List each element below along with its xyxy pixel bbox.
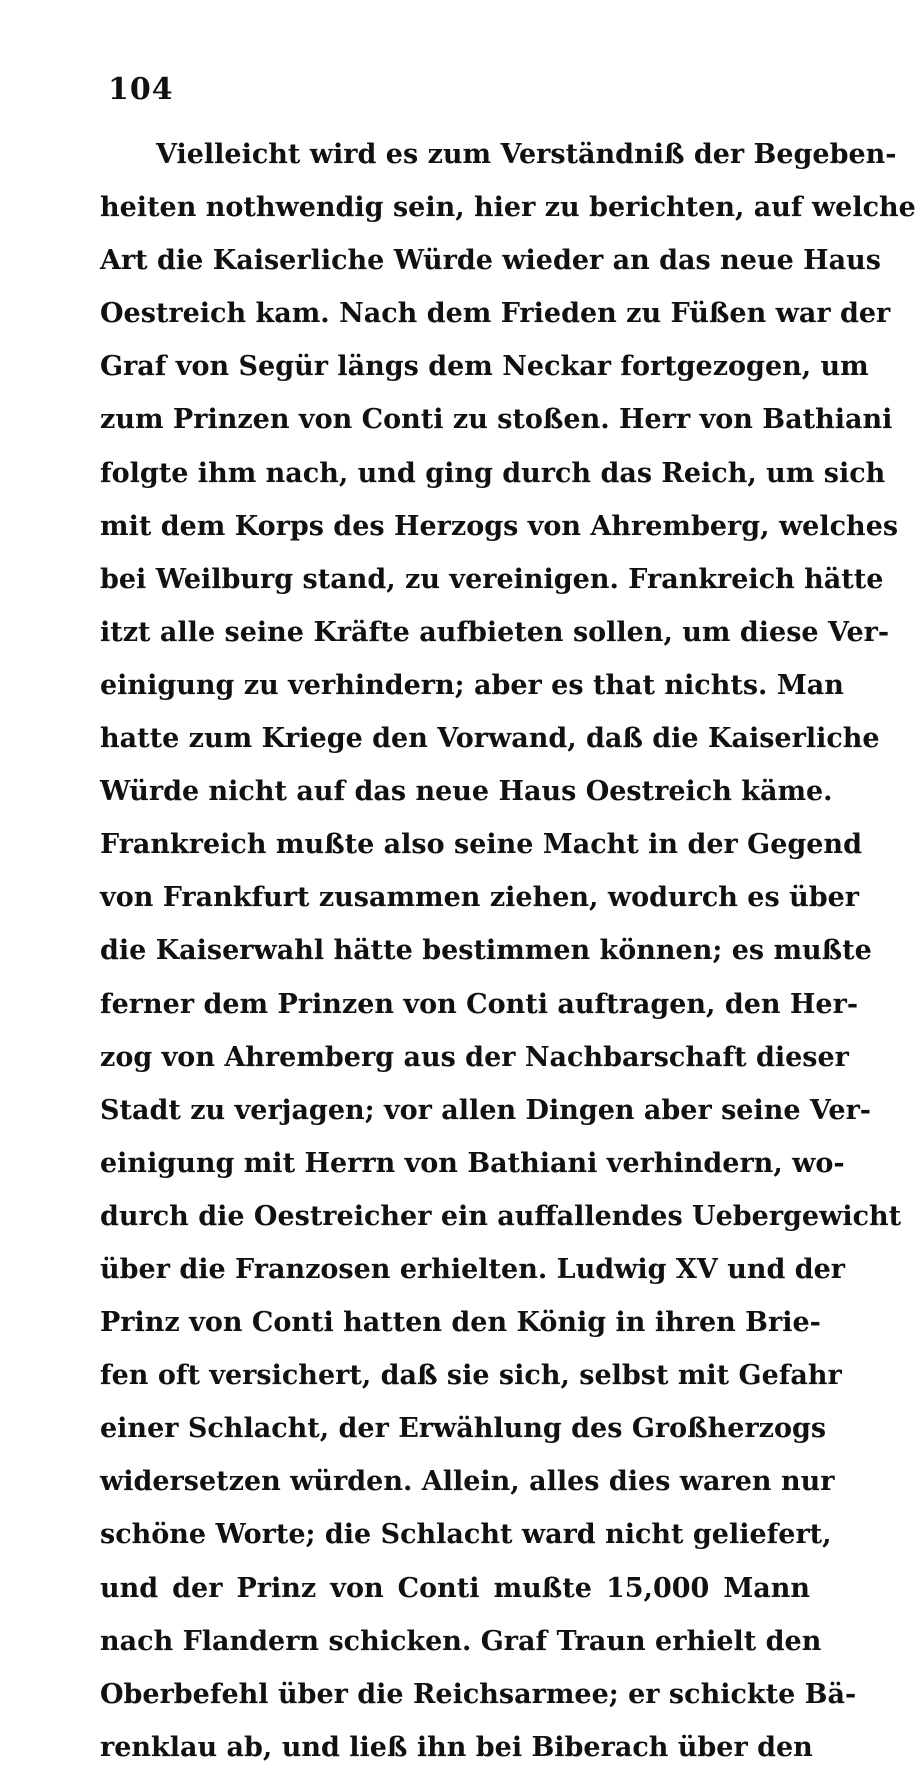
text-line: von Frankfurt zusammen ziehen, wodurch es über (100, 882, 859, 914)
text-line: über die Franzosen erhielten. Ludwig XV und der (100, 1253, 846, 1285)
text-line: heiten nothwendig sein, hier zu berichten, auf welche (100, 192, 916, 224)
text-line: Stadt zu verjagen; vor allen Dingen aber seine Ver- (100, 1094, 872, 1126)
text-line: Graf von Segür längs dem Neckar fortgezogen, um (100, 351, 869, 383)
text-line: zum Prinzen von Conti zu stoßen. Herr von Bathiani (100, 404, 893, 436)
page-number: 104 (108, 72, 174, 107)
text-line: fen oft versichert, daß sie sich, selbst mit Gefahr (100, 1360, 842, 1392)
text-line: Prinz von Conti hatten den König in ihren Brie- (100, 1307, 821, 1339)
text-line: renklau ab, und ließ ihn bei Biberach über den (100, 1731, 813, 1763)
text-line: itzt alle seine Kräfte aufbieten sollen, um diese Ver- (100, 616, 890, 648)
text-line: Art die Kaiserliche Würde wieder an das neue Haus (100, 245, 881, 277)
text-line: mit dem Korps des Herzogs von Ahremberg, welches (100, 510, 899, 542)
text-line: zog von Ahremberg aus der Nachbarschaft dieser (100, 1041, 849, 1073)
text-line: einigung zu verhindern; aber es that nichts. Man (100, 669, 844, 701)
text-line: folgte ihm nach, und ging durch das Reich, um sich (100, 457, 886, 489)
text-line: widersetzen würden. Allein, alles dies waren nur (100, 1466, 835, 1498)
text-line: Oestreich kam. Nach dem Frieden zu Füßen war der (100, 298, 891, 330)
text-line: die Kaiserwahl hätte bestimmen können; es mußte (100, 935, 872, 967)
text-line: schöne Worte; die Schlacht ward nicht geliefert, (100, 1519, 832, 1551)
body-text (100, 128, 916, 1774)
text-line: nach Flandern schicken. Graf Traun erhielt den (100, 1625, 822, 1657)
text-line: hatte zum Kriege den Vorwand, daß die Kaiserliche (100, 723, 880, 755)
text-line: einer Schlacht, der Erwählung des Großherzogs (100, 1413, 827, 1445)
text-line: durch die Oestreicher ein auffallendes Uebergewicht (100, 1200, 902, 1232)
text-line: Oberbefehl über die Reichsarmee; er schickte Bä- (100, 1678, 857, 1710)
text-line: bei Weilburg stand, zu vereinigen. Frankreich hätte (100, 563, 884, 595)
text-line: ferner dem Prinzen von Conti auftragen, den Her- (100, 988, 859, 1020)
text-line: Vielleicht wird es zum Verständniß der Begeben- (156, 139, 897, 170)
text-line: einigung mit Herrn von Bathiani verhindern, wo- (100, 1147, 845, 1179)
text-line: Frankreich mußte also seine Macht in der Gegend (100, 829, 862, 861)
text-line: Würde nicht auf das neue Haus Oestreich käme. (100, 776, 833, 808)
text-line: und der Prinz von Conti mußte 15,000 Mann (100, 1572, 810, 1604)
